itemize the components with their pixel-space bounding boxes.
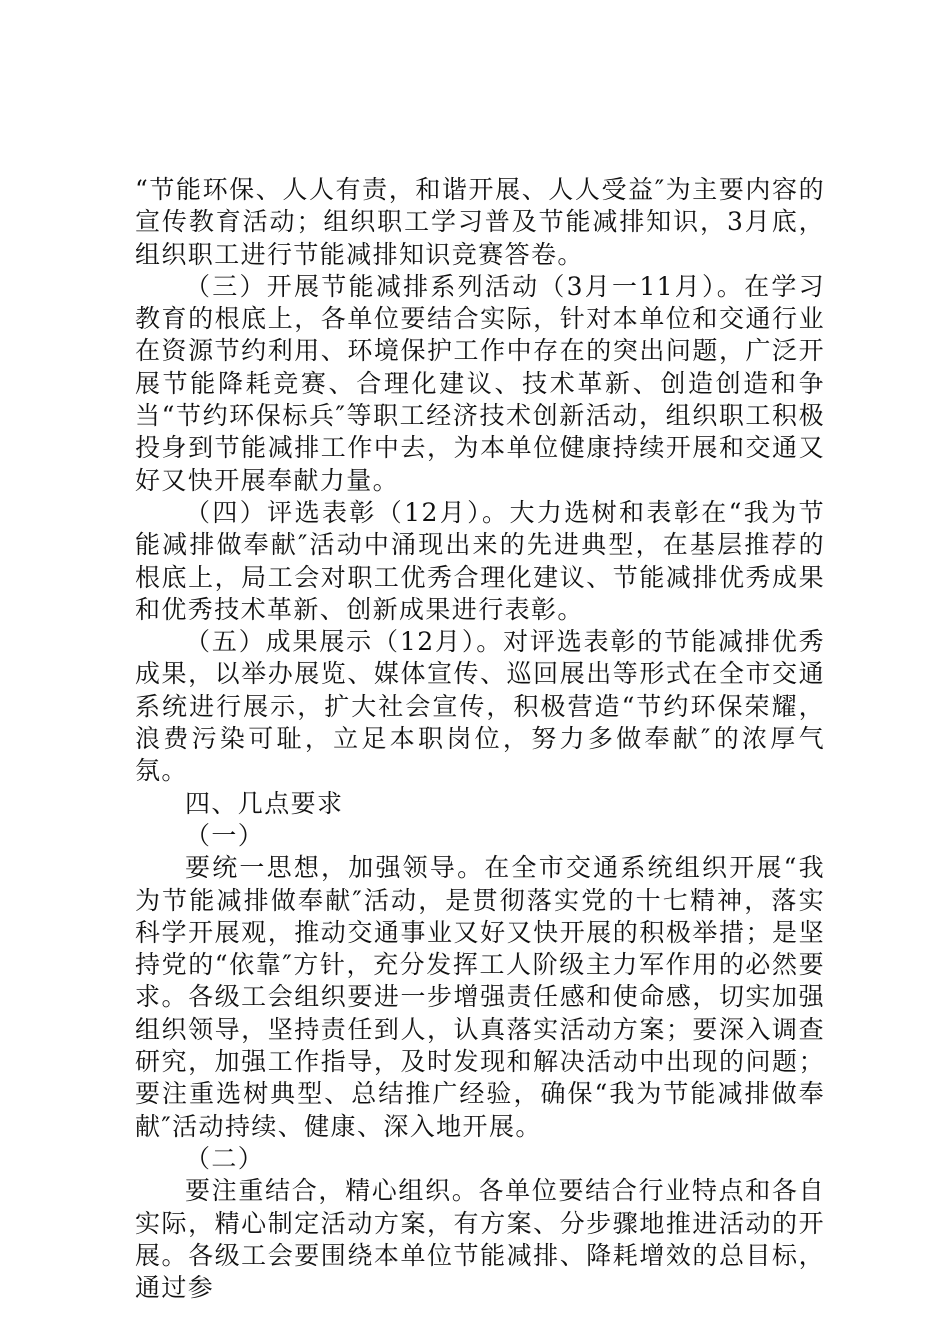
paragraph-item-five: （五）成果展示（12月）。对评选表彰的节能减排优秀成果，以举办展览、媒体宣传、巡回展出等形式在全市交通系统进行展示，扩大社会宣传，积极营造“节约环保荣耀，浪费污染可耻，立足本职岗位，努力多做奉献″的浓厚气氛。 xyxy=(135,627,825,786)
paragraph-item-four: （四）评选表彰（12月）。大力选树和表彰在“我为节能减排做奉献″活动中涌现出来的先进典型，在基层推荐的根底上，局工会对职工优秀合理化建议、节能减排优秀成果和优秀技术革新、创新成果进行表彰。 xyxy=(135,497,825,624)
paragraph-requirement-one: 要统一思想，加强领导。在全市交通系统组织开展“我为节能减排做奉献″活动，是贯彻落实党的十七精神，落实科学开展观，推动交通事业又好又快开展的积极举措；是坚持党的“依靠″方针，充分发挥工人阶级主力军作用的必然要求。各级工会组织要进一步增强责任感和使命感，切实加强组织领导，坚持责任到人，认真落实活动方案；要深入调查研究，加强工作指导，及时发现和解决活动中出现的问题；要注重选树典型、总结推广经验，确保“我为节能减排做奉献″活动持续、健康、深入地开展。 xyxy=(135,853,825,1141)
section-heading-requirements: 四、几点要求 xyxy=(185,788,344,818)
document-body xyxy=(135,174,825,1304)
paragraph-item-three: （三）开展节能减排系列活动（3月一11月）。在学习教育的根底上，各单位要结合实际，针对本单位和交通行业在资源节约利用、环境保护工作中存在的突出问题，广泛开展节能降耗竞赛、合理化建议、技术革新、创造创造和争当“节约环保标兵″等职工经济技术创新活动，组织职工积极投身到节能减排工作中去，为本单位健康持续开展和交通又好又快开展奉献力量。 xyxy=(135,271,825,495)
paragraph-continuation: “节能环保、人人有责，和谐开展、人人受益″为主要内容的宣传教育活动；组织职工学习普及节能减排知识，3月底，组织职工进行节能减排知识竞赛答卷。 xyxy=(135,175,825,269)
sub-heading-two: （二） xyxy=(185,1143,265,1173)
sub-heading-one: （一） xyxy=(185,820,265,850)
paragraph-requirement-two: 要注重结合，精心组织。各单位要结合行业特点和各自实际，精心制定活动方案，有方案、分步骤地推进活动的开展。各级工会要围绕本单位节能减排、降耗增效的总目标，通过参 xyxy=(135,1176,825,1303)
